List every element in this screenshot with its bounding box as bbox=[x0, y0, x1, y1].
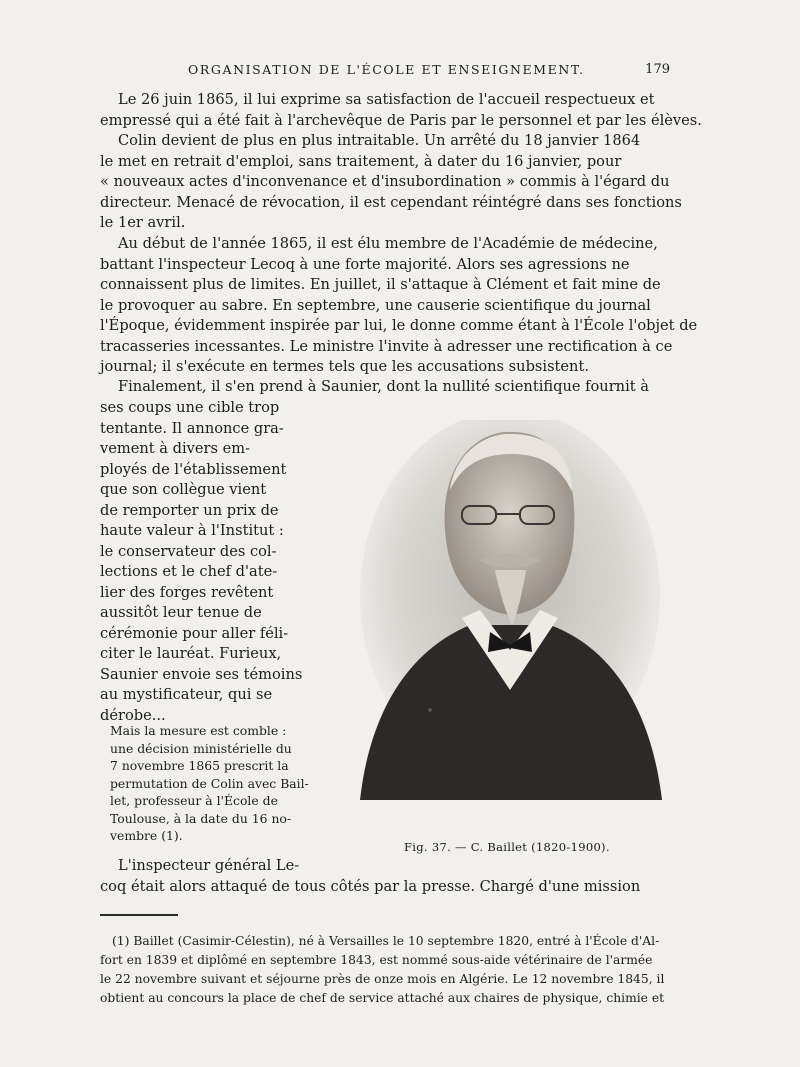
text-line: cérémonie pour aller féli- bbox=[100, 624, 289, 642]
text-line: empressé qui a été fait à l'archevêque de Paris par le personnel et par les élèves. bbox=[100, 111, 702, 129]
footnote-line: (1) Baillet (Casimir-Célestin), né à Versailles le 10 septembre 1820, entré à l'École d'Al- bbox=[112, 934, 660, 948]
text-line: directeur. Menacé de révocation, il est cependant réintégré dans ses fonctions bbox=[100, 193, 682, 211]
text-line: de remporter un prix de bbox=[100, 501, 279, 519]
text-line: que son collègue vient bbox=[100, 481, 267, 498]
text-line: l'Époque, évidemment inspirée par lui, le donne comme étant à l'École l'objet de bbox=[100, 317, 698, 334]
text-line: permutation de Colin avec Bail- bbox=[110, 775, 309, 791]
footnote-line: obtient au concours la place de chef de service attaché aux chaires de physique, chimie et bbox=[100, 991, 665, 1005]
footnote bbox=[100, 932, 672, 1008]
text-line: Au début de l'année 1865, il est élu membre de l'Académie de médecine, bbox=[118, 235, 658, 252]
paragraph-4-start bbox=[100, 377, 672, 398]
text-line: Le 26 juin 1865, il lui exprime sa satisfaction de l'accueil respectueux et bbox=[118, 91, 655, 108]
paragraph-3 bbox=[100, 234, 698, 378]
text-line: battant l'inspecteur Lecoq à une forte majorité. Alors ses agressions ne bbox=[100, 255, 630, 273]
text-line: haute valeur à l'Institut : bbox=[100, 522, 284, 539]
paragraph-2 bbox=[100, 131, 682, 234]
text-line: Toulouse, à la date du 16 no- bbox=[110, 810, 292, 826]
text-line: vement à divers em- bbox=[100, 440, 250, 457]
paragraph-1 bbox=[100, 90, 702, 131]
text-line: connaissent plus de limites. En juillet, il s'attaque à Clément et fait mine de bbox=[100, 276, 661, 293]
text-line: let, professeur à l'École de bbox=[110, 793, 278, 808]
text-line: Saunier envoie ses témoins bbox=[100, 665, 303, 683]
small-print-paragraph bbox=[110, 722, 309, 845]
text-line: citer le lauréat. Furieux, bbox=[100, 645, 282, 662]
text-line: au mystificateur, qui se bbox=[100, 686, 273, 703]
text-line: Mais la mesure est comble : bbox=[110, 723, 287, 738]
paragraph-4-narrow-column bbox=[100, 398, 303, 726]
text-line: le met en retrait d'emploi, sans traitement, à dater du 16 janvier, pour bbox=[100, 152, 622, 170]
text-line: dérobe... bbox=[100, 706, 166, 724]
text-line: journal; il s'exécute en termes tels que les accusations subsistent. bbox=[100, 358, 589, 375]
text-line: le 1er avril. bbox=[100, 214, 186, 231]
text-line: ses coups une cible trop bbox=[100, 399, 280, 416]
text-line: lier des forges revêtent bbox=[100, 583, 274, 601]
text-line: tentante. Il annonce gra- bbox=[100, 419, 284, 437]
footnote-line: fort en 1839 et diplômé en septembre 1843, est nommé sous-aide vétérinaire de l'armée bbox=[100, 953, 653, 967]
text-line: Colin devient de plus en plus intraitable. Un arrêté du 18 janvier 1864 bbox=[118, 132, 641, 149]
text-line: 7 novembre 1865 prescrit la bbox=[110, 758, 289, 773]
running-title: ORGANISATION DE L'ÉCOLE ET ENSEIGNEMENT. bbox=[188, 62, 585, 77]
text-line: aussitôt leur tenue de bbox=[100, 604, 262, 621]
text-line: tracasseries incessantes. Le ministre l'invite à adresser une rectification à ce bbox=[100, 337, 673, 355]
text-line: le provoquer au sabre. En septembre, une causerie scientifique du journal bbox=[100, 296, 651, 314]
paragraph-5 bbox=[100, 856, 678, 897]
text-line: « nouveaux actes d'inconvenance et d'insubordination » commis à l'égard du bbox=[100, 173, 670, 190]
text-line: Finalement, il s'en prend à Saunier, dont la nullité scientifique fournit à bbox=[118, 378, 649, 395]
footnote-line: le 22 novembre suivant et séjourne près de onze mois en Algérie. Le 12 novembre 1845, il bbox=[100, 972, 665, 986]
page-number: 179 bbox=[645, 62, 670, 77]
text-line: le conservateur des col- bbox=[100, 542, 277, 560]
text-line: lections et le chef d'ate- bbox=[100, 563, 278, 580]
text-line: L'inspecteur général Le- bbox=[118, 857, 300, 874]
text-line: une décision ministérielle du bbox=[110, 740, 292, 756]
footnote-divider bbox=[100, 914, 178, 916]
figure-caption: Fig. 37. — C. Baillet (1820-1900). bbox=[404, 840, 610, 854]
portrait-photo bbox=[350, 420, 668, 800]
text-line: ployés de l'établissement bbox=[100, 460, 287, 478]
text-line: coq était alors attaqué de tous côtés par la presse. Chargé d'une mission bbox=[100, 877, 641, 895]
text-line: vembre (1). bbox=[110, 828, 183, 843]
